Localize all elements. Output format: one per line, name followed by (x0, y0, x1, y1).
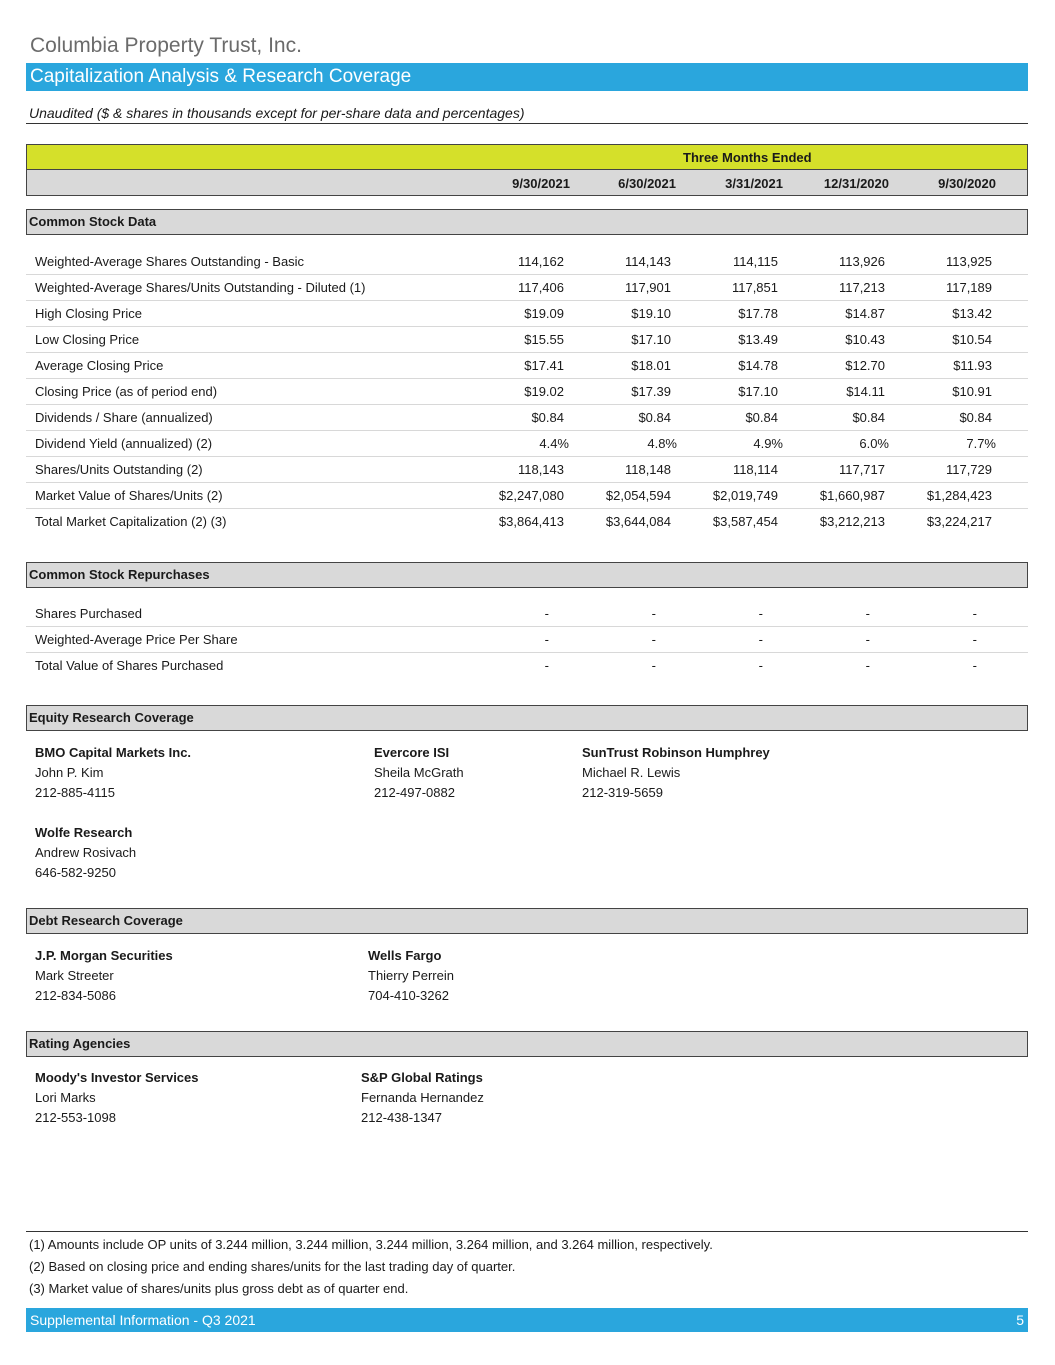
row-label: Dividends / Share (annualized) (35, 410, 213, 425)
row-value: - (865, 606, 870, 621)
row-value: $0.84 (959, 410, 992, 425)
row-label: High Closing Price (35, 306, 142, 321)
contact-name: Thierry Perrein (368, 968, 454, 983)
row-value: $2,247,080 (498, 488, 564, 503)
footnote: (3) Market value of shares/units plus gross debt as of quarter end. (29, 1281, 409, 1296)
row-value: $19.10 (631, 306, 671, 321)
row-value: 113,925 (945, 254, 992, 269)
row-value: $17.10 (631, 332, 671, 347)
contact-firm: Wolfe Research (35, 825, 133, 840)
date-header (26, 170, 1028, 196)
section-debt-research: Debt Research Coverage (26, 908, 1028, 934)
row-value: - (758, 658, 763, 673)
row-label: Shares/Units Outstanding (2) (35, 462, 203, 477)
row-label: Weighted-Average Shares/Units Outstanding - Diluted (1) (35, 280, 366, 295)
row-value: $17.39 (631, 384, 671, 399)
row-value: - (972, 632, 977, 647)
contact-card (35, 1068, 199, 1128)
row-value: $13.42 (952, 306, 992, 321)
row-value: $1,660,987 (819, 488, 885, 503)
row-value: 4.9% (753, 436, 783, 451)
contact-phone: 212-834-5086 (35, 988, 116, 1003)
row-value: $14.11 (846, 384, 885, 399)
row-label: Shares Purchased (35, 606, 142, 621)
row-value: 117,851 (731, 280, 778, 295)
contact-phone: 704-410-3262 (368, 988, 449, 1003)
row-value: - (544, 632, 549, 647)
contact-name: Mark Streeter (35, 968, 114, 983)
column-header: 6/30/2021 (618, 176, 676, 191)
row-value: 117,729 (945, 462, 992, 477)
table-row (26, 627, 1028, 653)
table-row (26, 327, 1028, 353)
table-row (26, 379, 1028, 405)
row-value: - (651, 606, 656, 621)
row-value: $0.84 (852, 410, 885, 425)
contact-name: Lori Marks (35, 1090, 96, 1105)
column-header: 12/31/2020 (823, 176, 889, 191)
row-value: - (544, 606, 549, 621)
contact-card (35, 946, 173, 1006)
table-row (26, 301, 1028, 327)
table-row (26, 653, 1028, 679)
table-row (26, 353, 1028, 379)
row-value: - (972, 606, 977, 621)
row-value: - (865, 632, 870, 647)
row-value: 7.7% (966, 436, 996, 451)
contact-firm: BMO Capital Markets Inc. (35, 745, 192, 760)
row-value: - (865, 658, 870, 673)
row-value: $10.91 (952, 384, 992, 399)
contact-name: Andrew Rosivach (35, 845, 137, 860)
section-equity-research: Equity Research Coverage (26, 705, 1028, 731)
table-row (26, 483, 1028, 509)
contact-firm: Evercore ISI (374, 745, 450, 760)
row-value: $19.09 (524, 306, 564, 321)
row-value: $1,284,423 (926, 488, 992, 503)
subtitle-rule (26, 123, 1028, 124)
table-row (26, 275, 1028, 301)
row-value: 114,162 (517, 254, 564, 269)
contact-card (368, 946, 454, 1006)
row-value: 4.4% (539, 436, 569, 451)
row-value: $0.84 (745, 410, 778, 425)
row-value: $10.43 (845, 332, 885, 347)
contact-firm: J.P. Morgan Securities (35, 948, 173, 963)
table-row (26, 509, 1028, 535)
row-value: $17.10 (738, 384, 778, 399)
row-value: $17.41 (524, 358, 564, 373)
company-name: Columbia Property Trust, Inc. (30, 34, 302, 57)
section-repurchases: Common Stock Repurchases (26, 562, 1028, 588)
contact-firm: SunTrust Robinson Humphrey (582, 745, 770, 760)
row-value: $11.93 (953, 358, 992, 373)
column-header: 9/30/2021 (512, 176, 570, 191)
row-value: $3,587,454 (712, 514, 778, 529)
row-value: $2,054,594 (605, 488, 671, 503)
contact-phone: 212-553-1098 (35, 1110, 116, 1125)
contact-name: Michael R. Lewis (582, 765, 681, 780)
table-row (26, 457, 1028, 483)
row-value: $14.78 (738, 358, 778, 373)
contact-card (374, 743, 464, 803)
table-row (26, 431, 1028, 457)
contact-firm: S&P Global Ratings (361, 1070, 483, 1085)
row-value: 117,406 (517, 280, 564, 295)
row-value: 117,213 (838, 280, 885, 295)
contact-card (582, 743, 770, 803)
row-label: Low Closing Price (35, 332, 140, 347)
row-label: Average Closing Price (35, 358, 164, 373)
footer-label: Supplemental Information - Q3 2021 (30, 1312, 256, 1328)
row-value: 4.8% (647, 436, 677, 451)
row-value: $0.84 (638, 410, 671, 425)
row-value: 6.0% (859, 436, 889, 451)
row-value: $19.02 (524, 384, 564, 399)
table-row (26, 249, 1028, 275)
footer-bar (26, 1308, 1028, 1332)
page-title: Capitalization Analysis & Research Coverage (26, 63, 1028, 91)
row-value: - (758, 632, 763, 647)
contact-phone: 212-319-5659 (582, 785, 663, 800)
row-value: $3,224,217 (926, 514, 992, 529)
row-value: 117,189 (945, 280, 992, 295)
row-value: 117,717 (838, 462, 885, 477)
contact-firm: Wells Fargo (368, 948, 442, 963)
page-subtitle: Unaudited ($ & shares in thousands except for per-share data and percentages) (29, 105, 525, 121)
table-row (26, 405, 1028, 431)
row-value: $12.70 (845, 358, 885, 373)
contact-phone: 646-582-9250 (35, 865, 116, 880)
row-value: - (758, 606, 763, 621)
contact-card (35, 743, 191, 803)
footnote-rule (26, 1231, 1028, 1232)
row-value: 117,901 (624, 280, 671, 295)
row-value: $15.55 (524, 332, 564, 347)
section-rating-agencies: Rating Agencies (26, 1031, 1028, 1057)
row-label: Closing Price (as of period end) (35, 384, 218, 399)
row-value: $0.84 (531, 410, 564, 425)
row-value: $18.01 (631, 358, 671, 373)
row-value: $10.54 (952, 332, 992, 347)
contact-phone: 212-438-1347 (361, 1110, 442, 1125)
row-value: $13.49 (738, 332, 778, 347)
footnote: (1) Amounts include OP units of 3.244 million, 3.244 million, 3.244 million, 3.264 million, and 3.264 million, respectively. (29, 1237, 713, 1252)
section-common-stock: Common Stock Data (26, 209, 1028, 235)
contact-card (35, 823, 136, 883)
period-header (26, 144, 1028, 170)
row-label: Weighted-Average Shares Outstanding - Basic (35, 254, 305, 269)
row-value: $3,212,213 (819, 514, 885, 529)
contact-name: Sheila McGrath (374, 765, 464, 780)
footnote: (2) Based on closing price and ending shares/units for the last trading day of quarter. (29, 1259, 516, 1274)
row-value: 114,143 (624, 254, 671, 269)
contact-phone: 212-497-0882 (374, 785, 455, 800)
contact-name: Fernanda Hernandez (361, 1090, 484, 1105)
contact-firm: Moody's Investor Services (35, 1070, 199, 1085)
row-value: 114,115 (732, 254, 778, 269)
column-header: 3/31/2021 (725, 176, 783, 191)
row-label: Total Market Capitalization (2) (3) (35, 514, 227, 529)
row-value: 113,926 (838, 254, 885, 269)
row-label: Total Value of Shares Purchased (35, 658, 224, 673)
row-value: 118,148 (624, 462, 671, 477)
contact-name: John P. Kim (35, 765, 104, 780)
row-label: Dividend Yield (annualized) (2) (35, 436, 213, 451)
row-value: 118,143 (517, 462, 564, 477)
row-label: Weighted-Average Price Per Share (35, 632, 238, 647)
table-row (26, 601, 1028, 627)
contact-phone: 212-885-4115 (35, 785, 115, 800)
contact-card (361, 1068, 484, 1128)
page-number: 5 (1016, 1312, 1024, 1328)
row-value: $17.78 (738, 306, 778, 321)
row-value: $2,019,749 (712, 488, 778, 503)
row-value: 118,114 (732, 462, 778, 477)
row-value: $3,864,413 (498, 514, 564, 529)
row-label: Market Value of Shares/Units (2) (35, 488, 223, 503)
row-value: $3,644,084 (605, 514, 671, 529)
row-value: - (972, 658, 977, 673)
row-value: $14.87 (845, 306, 885, 321)
row-value: - (651, 632, 656, 647)
column-header: 9/30/2020 (938, 176, 996, 191)
period-label: Three Months Ended (683, 150, 812, 165)
row-value: - (651, 658, 656, 673)
row-value: - (544, 658, 549, 673)
